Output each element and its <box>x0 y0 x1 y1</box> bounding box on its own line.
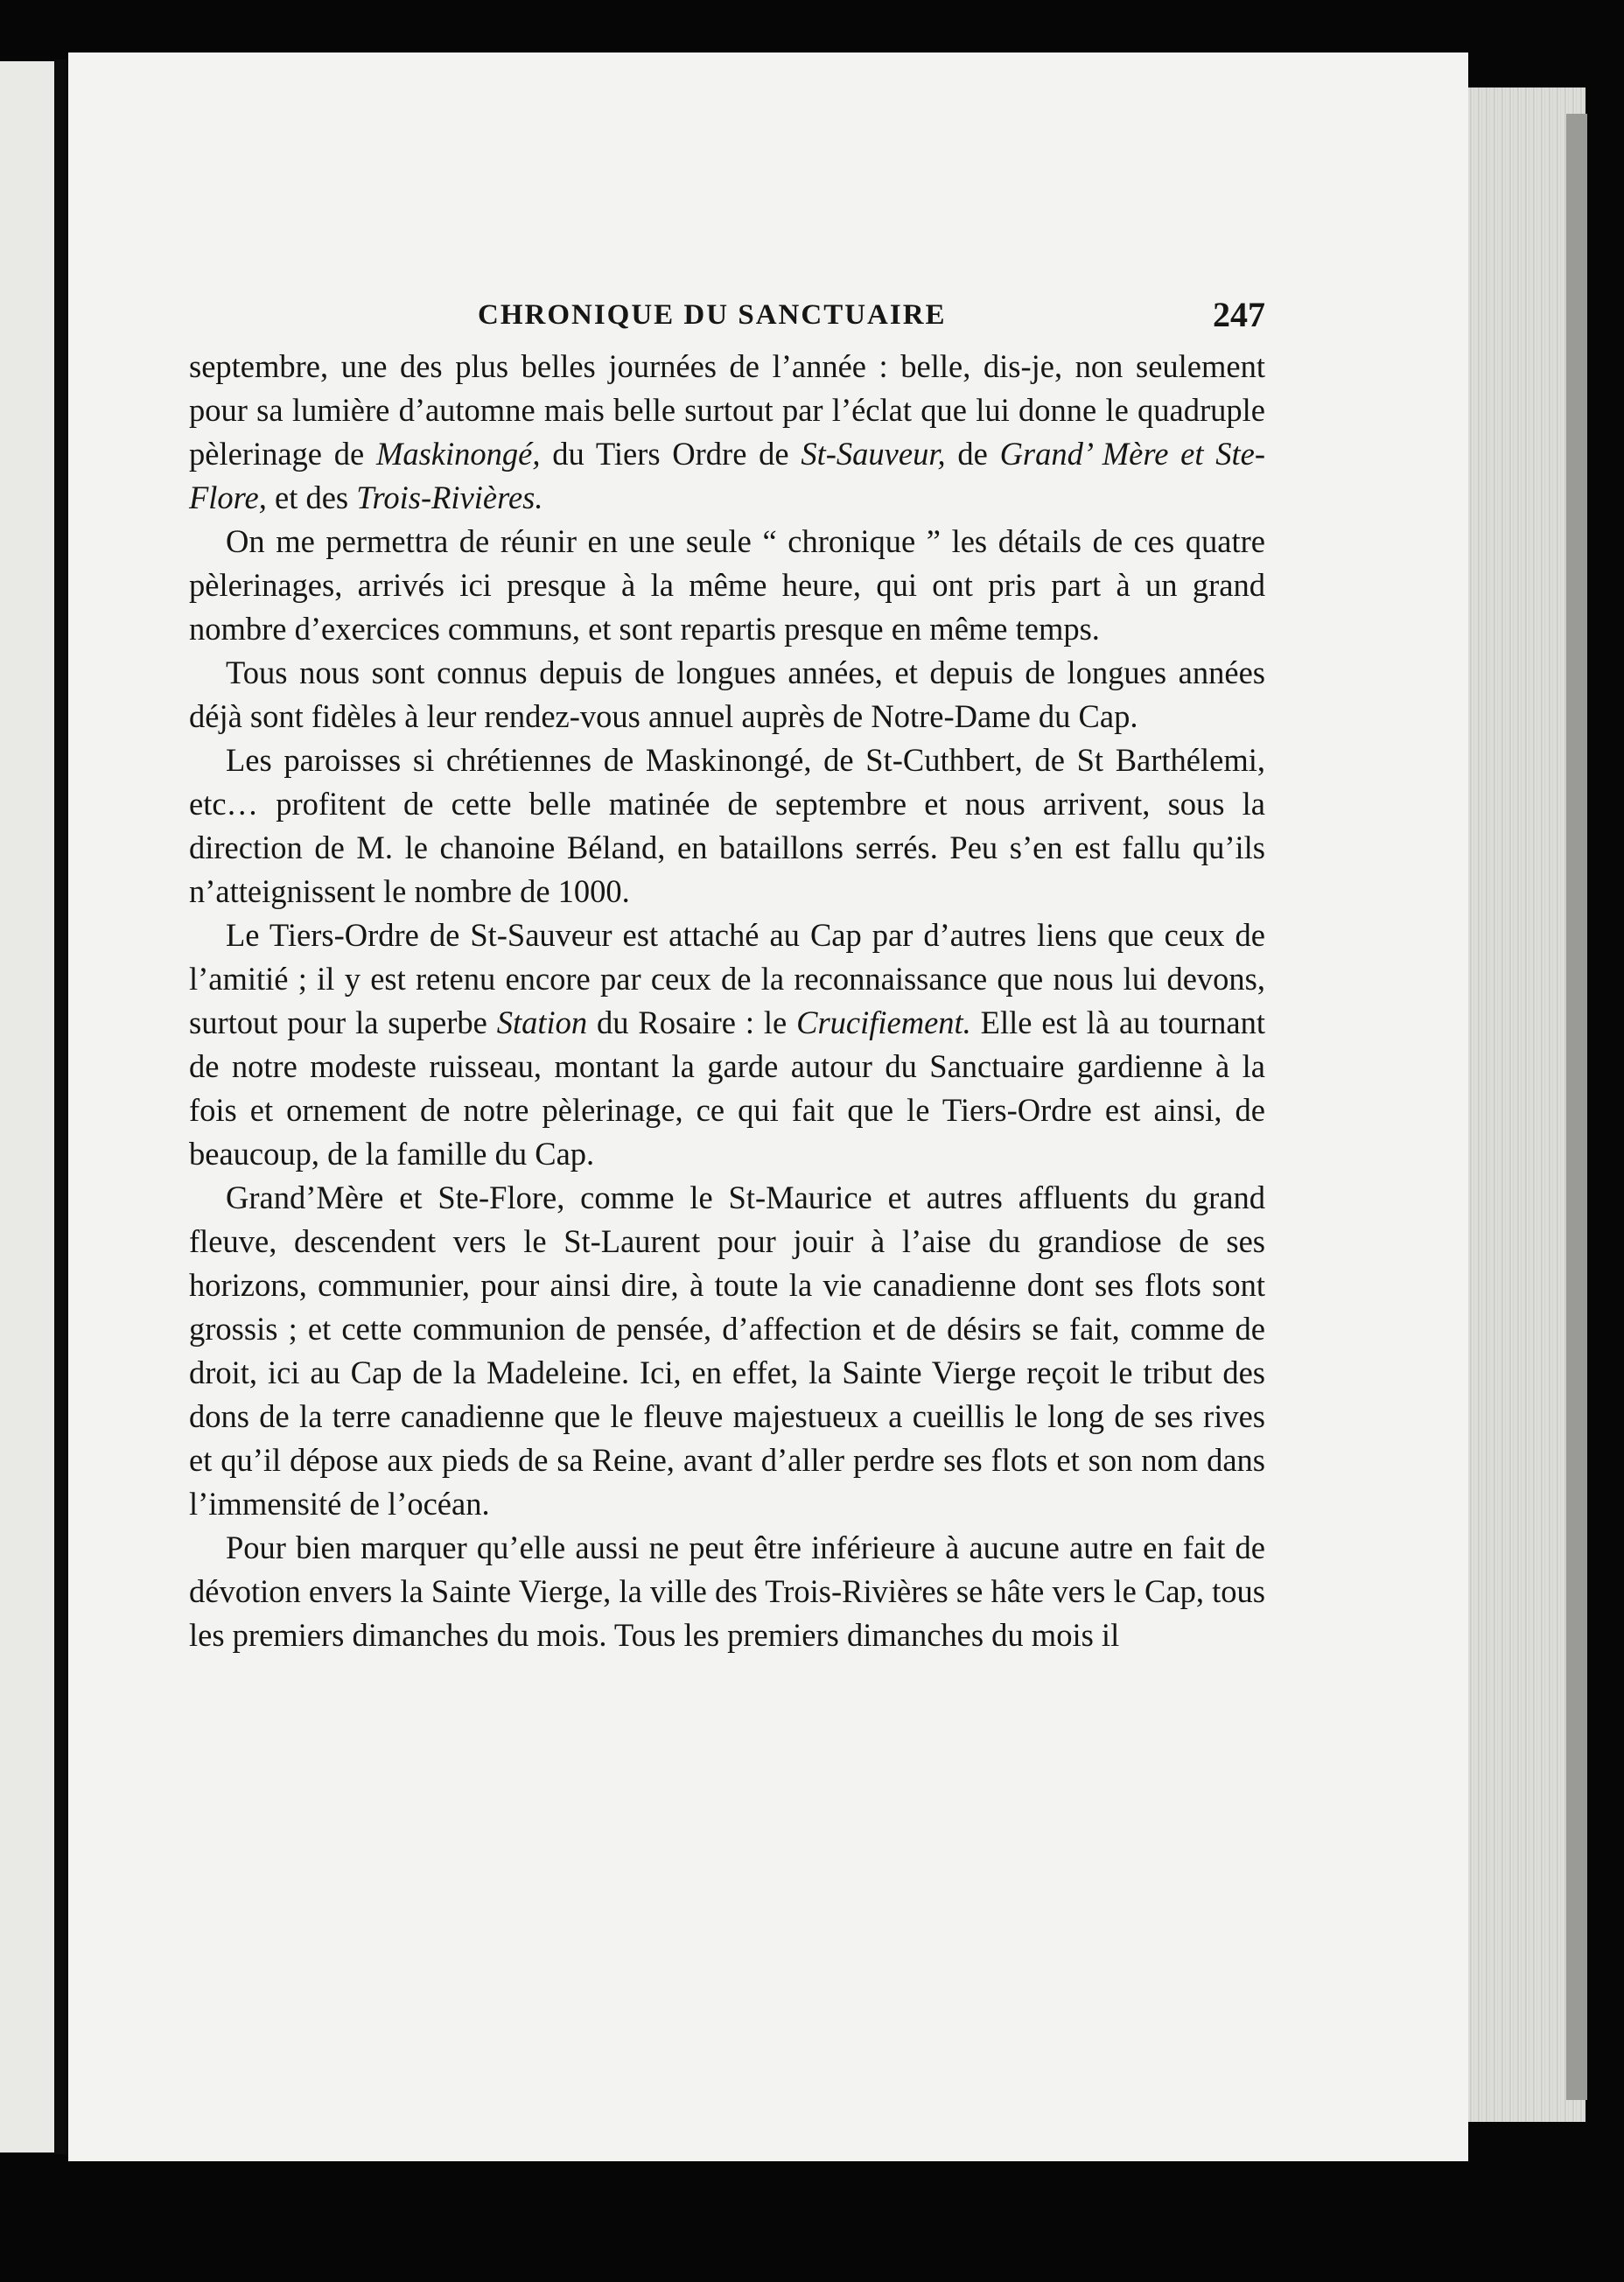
paragraph <box>189 1176 1265 1526</box>
italic-text: St-Sauveur, <box>801 436 946 472</box>
text-run: de <box>945 436 1000 472</box>
paragraph <box>189 1526 1265 1657</box>
paragraph <box>189 520 1265 651</box>
text-run: du Tiers Ordre de <box>540 436 802 472</box>
running-head: CHRONIQUE DU SANCTUAIRE <box>478 299 947 331</box>
paragraph <box>189 914 1265 1176</box>
text-run: Tous nous sont connus depuis de longues années, et depuis de longues années déjà sont fidèles à leur rendez-vous annuel auprès de Notre-Dame du Cap. <box>189 654 1265 734</box>
text-run: Les paroisses si chrétiennes de Maskinongé, de St-Cuthbert, de St Barthélemi, etc… profitent de cette belle matinée de septembre et nous arrivent, sous la direction de M. le chanoine Béland, en bataillons serrés. Peu s’en est fallu qu’ils n’atteignissent le nombre de 1000. <box>189 742 1265 909</box>
text-run: et des <box>266 480 357 515</box>
text-run: Elle est là au tournant de notre modeste ruisseau, montant la garde autour du Sanctuaire gardienne à la fois et ornement de notre pèlerinage, ce qui fait que le Tiers-Ordre est ainsi, de beaucoup, de la famille du Cap. <box>189 1004 1265 1172</box>
text-run: du Rosaire : le <box>587 1004 797 1040</box>
paragraph <box>189 738 1265 914</box>
page-content <box>189 270 1265 1657</box>
paragraph <box>189 651 1265 738</box>
page-header <box>189 270 1265 340</box>
book-page <box>68 52 1468 2161</box>
book-gutter <box>54 60 66 2154</box>
page-number: 247 <box>1213 295 1265 334</box>
facing-page-edge <box>0 61 54 2152</box>
text-run: Pour bien marquer qu’elle aussi ne peut être inférieure à aucune autre en fait de dévotion envers la Sainte Vierge, la ville des Trois-Rivières se hâte vers le Cap, tous les premiers dimanches du mois. Tous les premiers dimanches du mois il <box>189 1530 1265 1653</box>
italic-text: Crucifiement. <box>796 1004 971 1040</box>
italic-text: Station <box>496 1004 588 1040</box>
text-run: On me permettra de réunir en une seule “ chronique ” les détails de ces quatre pèlerinages, arrivés ici presque à la même heure, qui ont pris part à un grand nombre d’exercices communs, et sont repartis presque en même temps. <box>189 523 1265 647</box>
italic-text: Maskinongé, <box>375 436 541 472</box>
italic-text: Grand’ Mère et Ste-Flore, <box>189 436 1266 515</box>
body-text <box>189 345 1265 1657</box>
text-run: Le Tiers-Ordre de St-Sauveur est attaché au Cap par d’autres liens que ceux de l’amitié ; il y est retenu encore par ceux de la reconnaissance que nous lui devons, surtout pour la superbe <box>189 917 1265 1040</box>
page-block-shadow <box>1566 114 1587 2100</box>
text-run: septembre, une des plus belles journées de l’année : belle, dis-je, non seulement pour sa lumière d’automne mais belle surtout par l’éclat que lui donne le quadruple pèlerinage de <box>189 348 1265 472</box>
paragraph <box>189 345 1265 520</box>
italic-text: Trois-Rivières. <box>356 480 543 515</box>
text-run: Grand’Mère et Ste-Flore, comme le St-Maurice et autres affluents du grand fleuve, descendent vers le St-Laurent pour jouir à l’aise du grandiose de ses horizons, communier, pour ainsi dire, à toute la vie canadienne dont ses flots sont grossis ; et cette communion de pensée, d’affection et de désirs se fait, comme de droit, ici au Cap de la Madeleine. Ici, en effet, la Sainte Vierge reçoit le tribut des dons de la terre canadienne que le fleuve majestueux a cueillis le long de ses rives et qu’il dépose aux pieds de sa Reine, avant d’aller perdre ses flots et son nom dans l’immensité de l’océan. <box>189 1180 1265 1522</box>
